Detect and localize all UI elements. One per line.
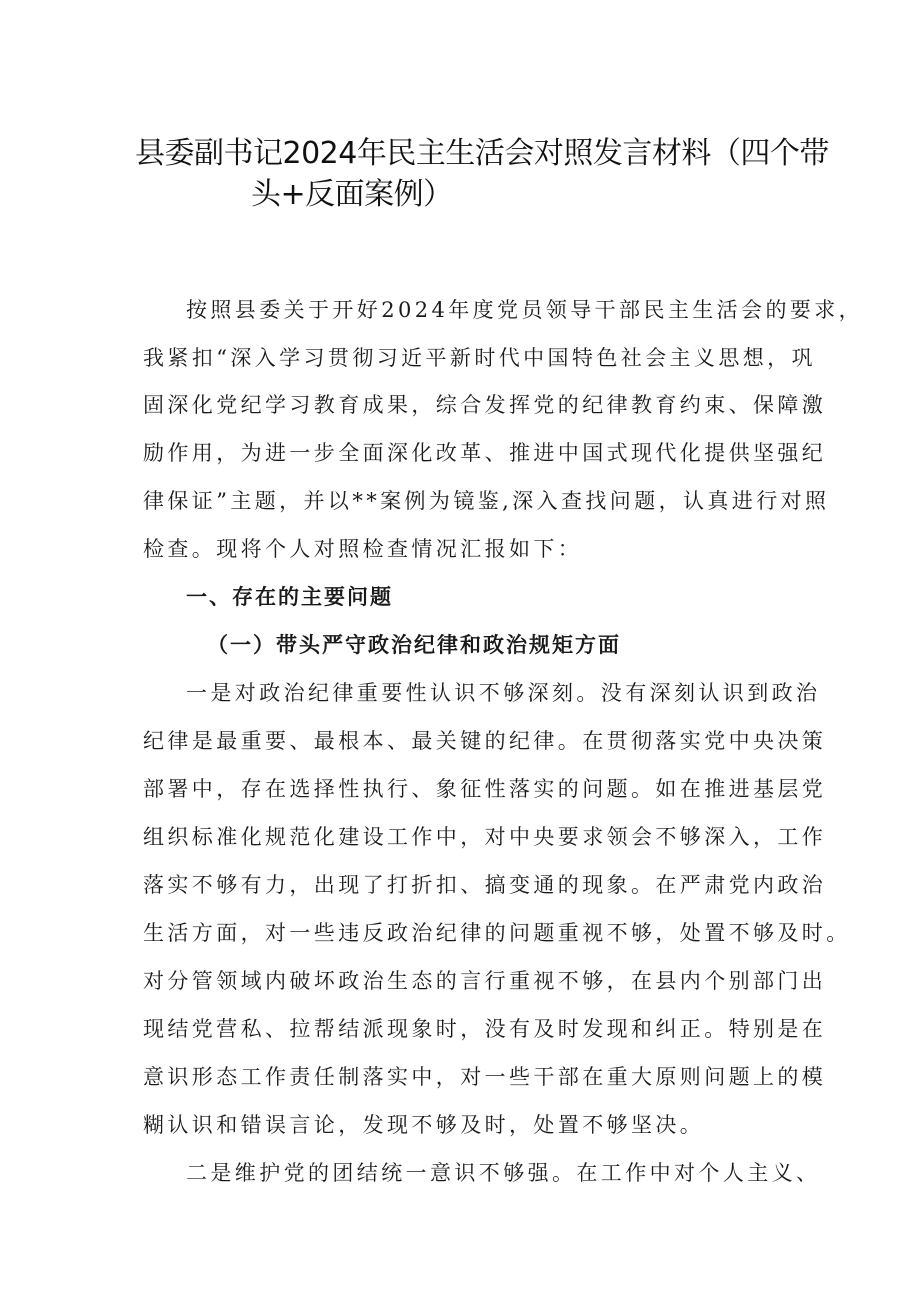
- para1-line-1: 一是对政治纪律重要性认识不够深刻。没有深刻认识到政治: [186, 681, 821, 705]
- para1-line-6: 生活方面，对一些违反政治纪律的问题重视不够，处置不够及时。: [143, 921, 851, 945]
- para1-line-5: 落实不够有力，出现了打折扣、搞变通的现象。在严肃党内政治: [143, 873, 827, 897]
- para2-line-1: 二是维护党的团结统一意识不够强。在工作中对个人主义、: [186, 1161, 821, 1185]
- para1-line-9: 意识形态工作责任制落实中，对一些干部在重大原则问题上的模: [143, 1065, 827, 1089]
- intro-line-1: 按照县委关于开好2024年度党员领导干部民主生活会的要求，: [186, 298, 864, 322]
- para1-line-4: 组织标准化规范化建设工作中，对中央要求领会不够深入，工作: [143, 825, 827, 849]
- intro-line-2: 我紧扣“深入学习贯彻习近平新时代中国特色社会主义思想，巩: [143, 346, 816, 370]
- section-heading: 一、存在的主要问题: [186, 585, 393, 609]
- intro-line-6: 检查。现将个人对照检查情况汇报如下：: [143, 537, 583, 561]
- intro-line-5: 律保证”主题，并以**案例为镜鉴,深入查找问题，认真进行对照: [143, 489, 830, 513]
- subsection-heading: （一）带头严守政治纪律和政治规矩方面: [207, 633, 621, 657]
- para1-line-10: 糊认识和错误言论，发现不够及时，处置不够坚决。: [143, 1113, 705, 1137]
- para1-line-3: 部署中，存在选择性执行、象征性落实的问题。如在推进基层党: [143, 777, 827, 801]
- para1-line-7: 对分管领域内破坏政治生态的言行重视不够，在县内个别部门出: [143, 969, 827, 993]
- intro-line-4: 励作用，为进一步全面深化改革、推进中国式现代化提供坚强纪: [143, 441, 827, 465]
- para1-line-8: 现结党营私、拉帮结派现象时，没有及时发现和纠正。特别是在: [143, 1017, 827, 1041]
- para1-line-2: 纪律是最重要、最根本、最关键的纪律。在贯彻落实党中央决策: [143, 729, 827, 753]
- document-title-line-1: 县委副书记2024年民主生活会对照发言材料（四个带: [135, 136, 829, 171]
- document-title-line-2: 头+反面案例）: [251, 177, 453, 212]
- intro-line-3: 固深化党纪学习教育成果，综合发挥党的纪律教育约束、保障激: [143, 393, 827, 417]
